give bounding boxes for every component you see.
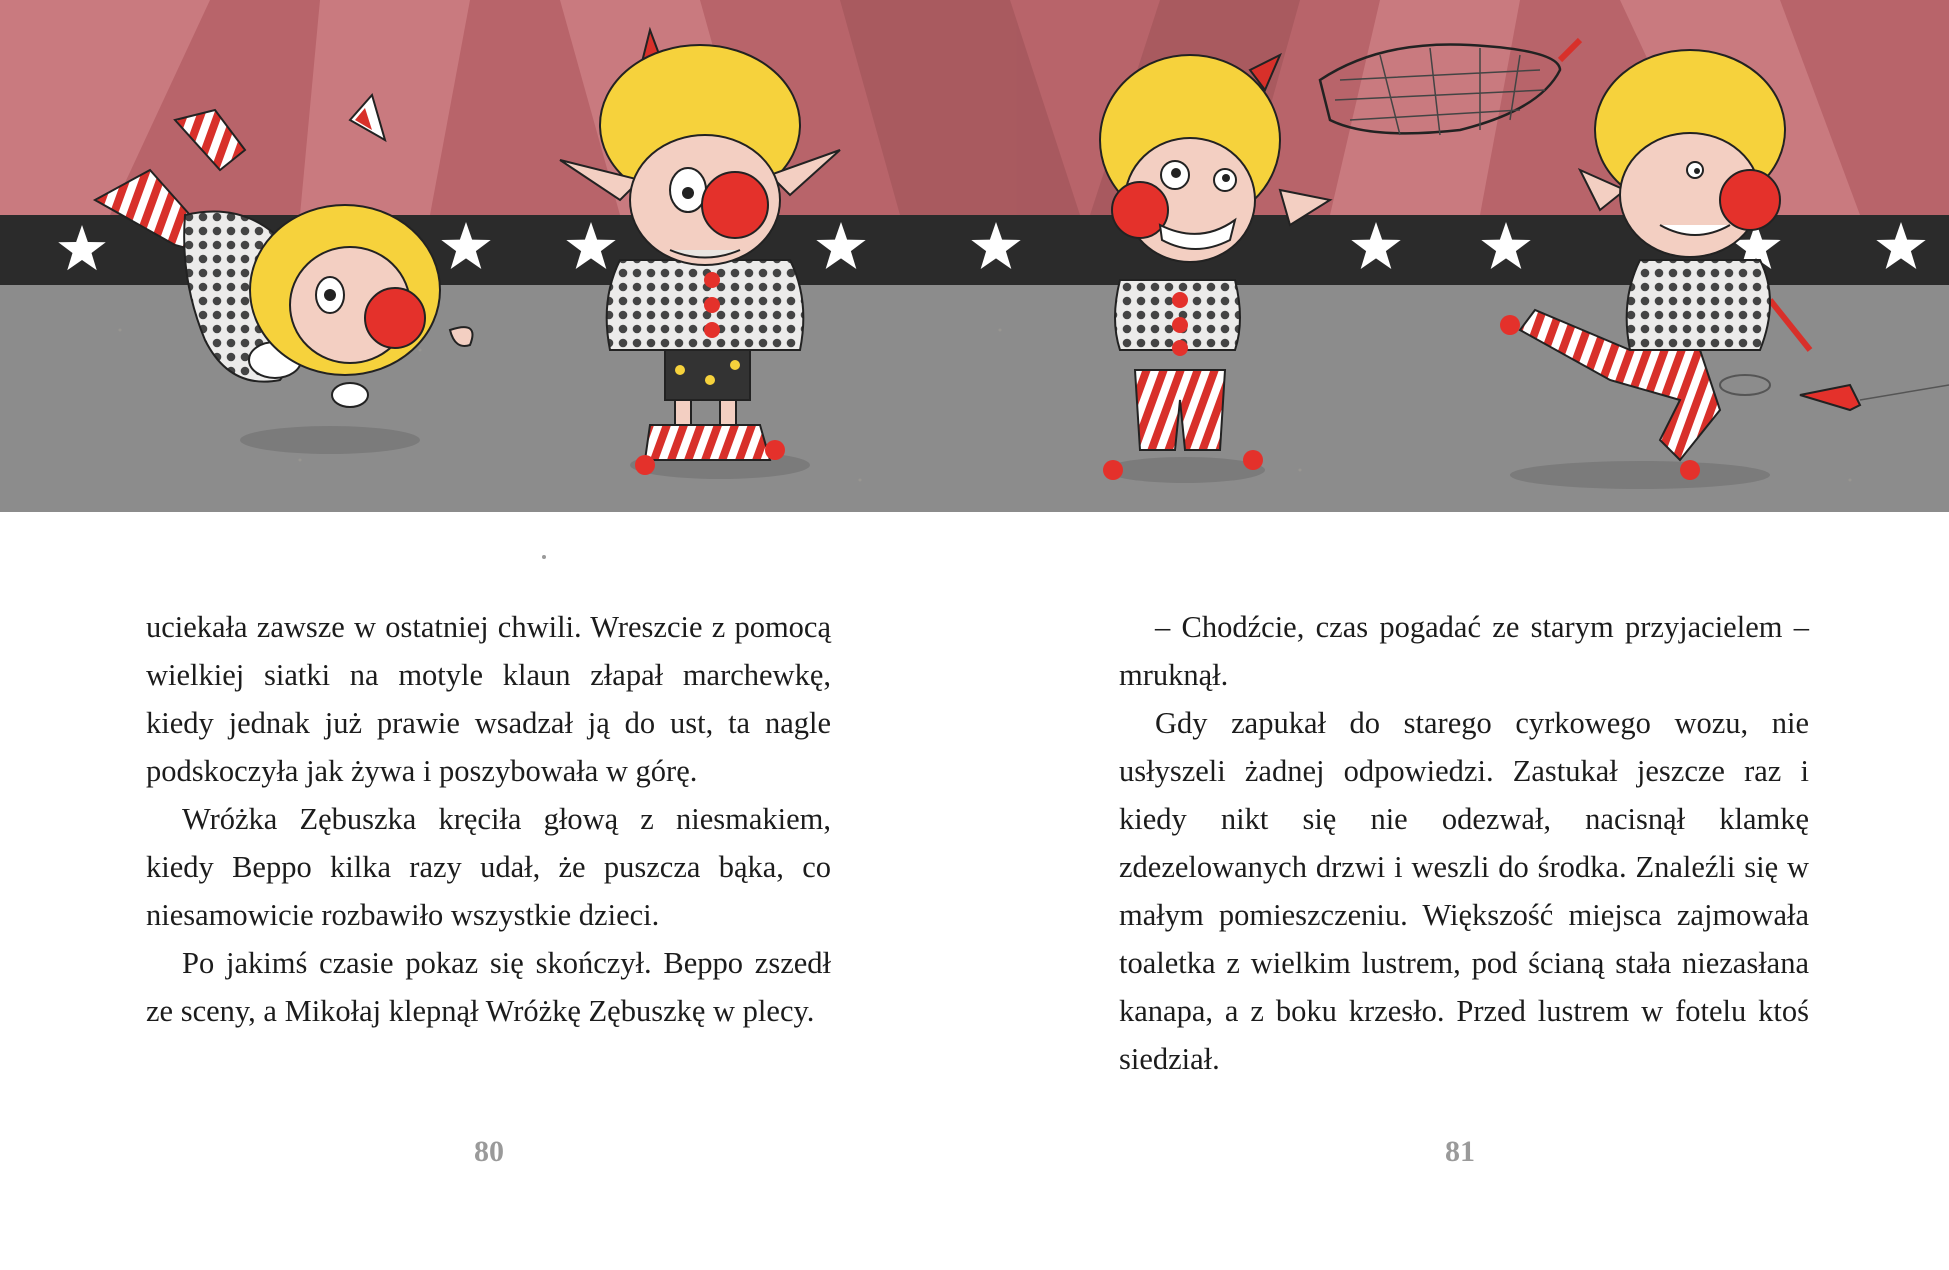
page-number-left: 80 <box>474 1135 504 1168</box>
paragraph: uciekała zawsze w ostatniej chwili. Wreszcie z pomocą wielkiej siatki na motyle klaun złapał marchewkę, kiedy jednak już prawie wsadzał ją do ust, ta nagle podskoczyła jak żywa i poszybowała w górę. <box>146 610 831 788</box>
paragraph: Po jakimś czasie pokaz się skończył. Beppo zszedł ze sceny, a Mikołaj klepnął Wróżkę Zębuszkę w plecy. <box>146 946 831 1028</box>
paragraph: Gdy zapukał do starego cyrkowego wozu, nie usłyszeli żadnej odpowiedzi. Zastukał jeszcze raz i kiedy nikt się nie odezwał, nacisnął klamkę zdezelowanych drzwi i weszli do środka. Znaleźli się w małym pomieszczeniu. Większość miejsca zajmowała toaletka z wielkim lustrem, pod ścianą stała niezasłana kanapa, a z boku krzesło. Przed lustrem w fotelu ktoś siedział. <box>1119 706 1809 1076</box>
paragraph: Wróżka Zębuszka kręciła głową z niesmakiem, kiedy Beppo kilka razy udał, że puszcza bąka, co niesamowicie rozbawiło wszystkie dzieci. <box>146 802 831 932</box>
left-page-text <box>146 603 831 1035</box>
paragraph: – Chodźcie, czas pogadać ze starym przyjacielem – mruknął. <box>1119 610 1809 692</box>
circus-illustration <box>0 0 1949 512</box>
stray-dot <box>542 555 546 559</box>
right-page-text <box>1119 603 1809 1083</box>
page-number-right: 81 <box>1445 1135 1475 1168</box>
